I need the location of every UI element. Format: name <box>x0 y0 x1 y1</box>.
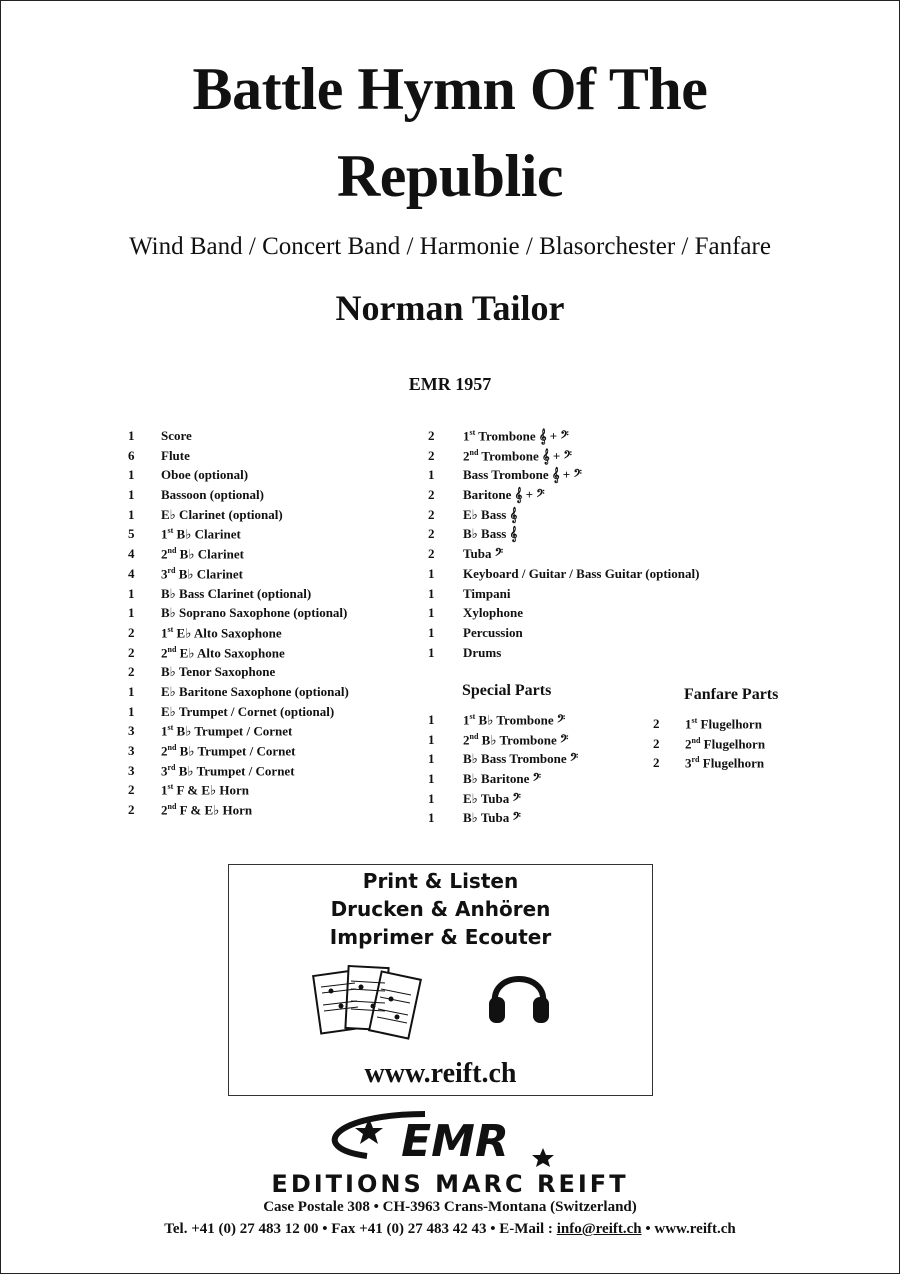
part-quantity: 1 <box>128 487 135 503</box>
part-name: Oboe (optional) <box>161 467 249 483</box>
part-quantity: 2 <box>128 782 135 798</box>
contact-website: • www.reift.ch <box>641 1221 736 1237</box>
part-name: Bass Trombone 𝄞 + 𝄢 <box>463 467 582 483</box>
part-name: 2nd B♭ Trombone 𝄢 <box>463 731 569 748</box>
part-quantity: 2 <box>653 716 660 731</box>
promo-website: www.reift.ch <box>364 1058 517 1089</box>
part-name: E♭ Tuba 𝄢 <box>463 790 521 806</box>
part-quantity: 6 <box>128 447 135 463</box>
part-quantity: 1 <box>428 731 435 747</box>
part-quantity: 4 <box>128 546 135 562</box>
part-quantity: 1 <box>128 703 135 719</box>
part-name: E♭ Baritone Saxophone (optional) <box>161 683 349 699</box>
part-name: B♭ Baritone 𝄢 <box>463 771 542 787</box>
part-name: B♭ Tuba 𝄢 <box>463 810 521 826</box>
part-name: 1st E♭ Alto Saxophone <box>161 624 282 641</box>
part-name: Xylophone <box>463 605 523 621</box>
part-quantity: 1 <box>128 683 135 699</box>
part-quantity: 1 <box>128 585 135 601</box>
part-name: Bassoon (optional) <box>161 487 264 503</box>
part-quantity: 1 <box>428 467 435 483</box>
part-quantity: 3 <box>128 723 135 739</box>
part-name: Baritone 𝄞 + 𝄢 <box>463 487 545 503</box>
emr-logo-text: EMR <box>401 1116 509 1167</box>
part-name: B♭ Bass Clarinet (optional) <box>161 585 312 601</box>
promo-line-french: Imprimer & Ecouter <box>329 925 552 949</box>
part-name: 2nd B♭ Clarinet <box>161 546 244 562</box>
part-name: 1st Flugelhorn <box>685 716 762 732</box>
part-quantity: 1 <box>428 585 435 601</box>
part-quantity: 2 <box>653 755 660 771</box>
part-name: 3rd B♭ Trumpet / Cornet <box>161 762 295 779</box>
part-quantity: 1 <box>428 712 435 727</box>
promo-line-german: Drucken & Anhören <box>330 897 551 921</box>
sheet-music-icon <box>311 961 423 1047</box>
part-quantity: 5 <box>128 526 135 542</box>
part-quantity: 1 <box>428 771 435 787</box>
part-name: 3rd B♭ Clarinet <box>161 565 244 582</box>
part-name: 1st Trombone 𝄞 + 𝄢 <box>463 428 569 444</box>
part-name: 2nd Flugelhorn <box>685 735 766 752</box>
publisher-contact <box>0 1221 900 1238</box>
part-name: Score <box>161 428 192 443</box>
promo-line-english: Print & Listen <box>362 869 519 893</box>
part-name: 1st B♭ Clarinet <box>161 526 241 542</box>
part-name: 2nd F & E♭ Horn <box>161 802 253 818</box>
part-name: Tuba 𝄢 <box>463 546 504 562</box>
part-name: Flute <box>161 447 190 463</box>
catalog-number: EMR 1957 <box>408 374 492 394</box>
part-quantity: 2 <box>428 428 435 443</box>
headphones-icon <box>487 959 551 1029</box>
part-name: Percussion <box>463 624 523 640</box>
part-name: B♭ Soprano Saxophone (optional) <box>161 605 348 621</box>
part-quantity: 3 <box>128 743 135 758</box>
part-quantity: 1 <box>428 565 435 581</box>
part-quantity: 2 <box>128 664 135 680</box>
title-line-2: Republic <box>336 143 564 209</box>
part-quantity: 1 <box>428 644 435 660</box>
part-quantity: 2 <box>428 546 435 562</box>
part-quantity: 3 <box>128 762 135 778</box>
part-quantity: 1 <box>128 428 135 443</box>
part-name: B♭ Tenor Saxophone <box>161 664 276 680</box>
part-quantity: 2 <box>428 526 435 542</box>
publisher-address: Case Postale 308 • CH-3963 Crans-Montana (Switzerland) <box>263 1199 637 1215</box>
part-quantity: 1 <box>428 810 435 826</box>
part-quantity: 2 <box>128 644 135 660</box>
part-quantity: 1 <box>128 605 135 621</box>
part-name: E♭ Trumpet / Cornet (optional) <box>161 703 335 719</box>
title-line-1: Battle Hymn Of The <box>192 56 708 122</box>
part-name: 2nd E♭ Alto Saxophone <box>161 644 285 660</box>
part-quantity: 2 <box>653 735 660 751</box>
part-name: 1st B♭ Trombone 𝄢 <box>463 712 566 728</box>
email-link[interactable]: info@reift.ch <box>556 1221 642 1237</box>
part-name: Drums <box>463 644 502 660</box>
part-name: E♭ Clarinet (optional) <box>161 506 283 522</box>
part-name: Timpani <box>463 585 511 601</box>
part-quantity: 2 <box>428 447 435 463</box>
part-quantity: 1 <box>428 751 435 767</box>
part-quantity: 1 <box>128 467 135 483</box>
part-name: 1st B♭ Trumpet / Cornet <box>161 723 293 739</box>
part-name: 2nd Trombone 𝄞 + 𝄢 <box>463 447 572 464</box>
special-parts-heading: Special Parts <box>462 682 552 699</box>
composer: Norman Tailor <box>335 288 565 328</box>
part-quantity: 2 <box>428 506 435 522</box>
part-quantity: 1 <box>128 506 135 522</box>
fanfare-parts-heading: Fanfare Parts <box>684 686 779 703</box>
part-name: E♭ Bass 𝄞 <box>463 506 518 522</box>
part-name: 3rd Flugelhorn <box>685 755 765 771</box>
emr-logo <box>305 1108 595 1170</box>
part-name: 2nd B♭ Trumpet / Cornet <box>161 743 296 759</box>
part-quantity: 4 <box>128 565 135 581</box>
part-quantity: 1 <box>428 605 435 621</box>
part-quantity: 2 <box>128 624 135 640</box>
subtitle: Wind Band / Concert Band / Harmonie / Blasorchester / Fanfare <box>129 233 771 260</box>
part-name: Keyboard / Guitar / Bass Guitar (optional) <box>463 565 700 581</box>
publisher-name: EDITIONS MARC REIFT <box>271 1170 629 1198</box>
part-name: B♭ Bass Trombone 𝄢 <box>463 751 579 767</box>
contact-phone-fax: Tel. +41 (0) 27 483 12 00 • Fax +41 (0) 27 483 42 43 • E-Mail : <box>164 1221 557 1237</box>
part-name: 1st F & E♭ Horn <box>161 782 249 798</box>
part-name: B♭ Bass 𝄞 <box>463 526 518 542</box>
part-quantity: 2 <box>428 487 435 503</box>
part-quantity: 1 <box>428 624 435 640</box>
part-quantity: 2 <box>128 802 135 818</box>
print-listen-box <box>228 864 653 1096</box>
part-quantity: 1 <box>428 790 435 806</box>
